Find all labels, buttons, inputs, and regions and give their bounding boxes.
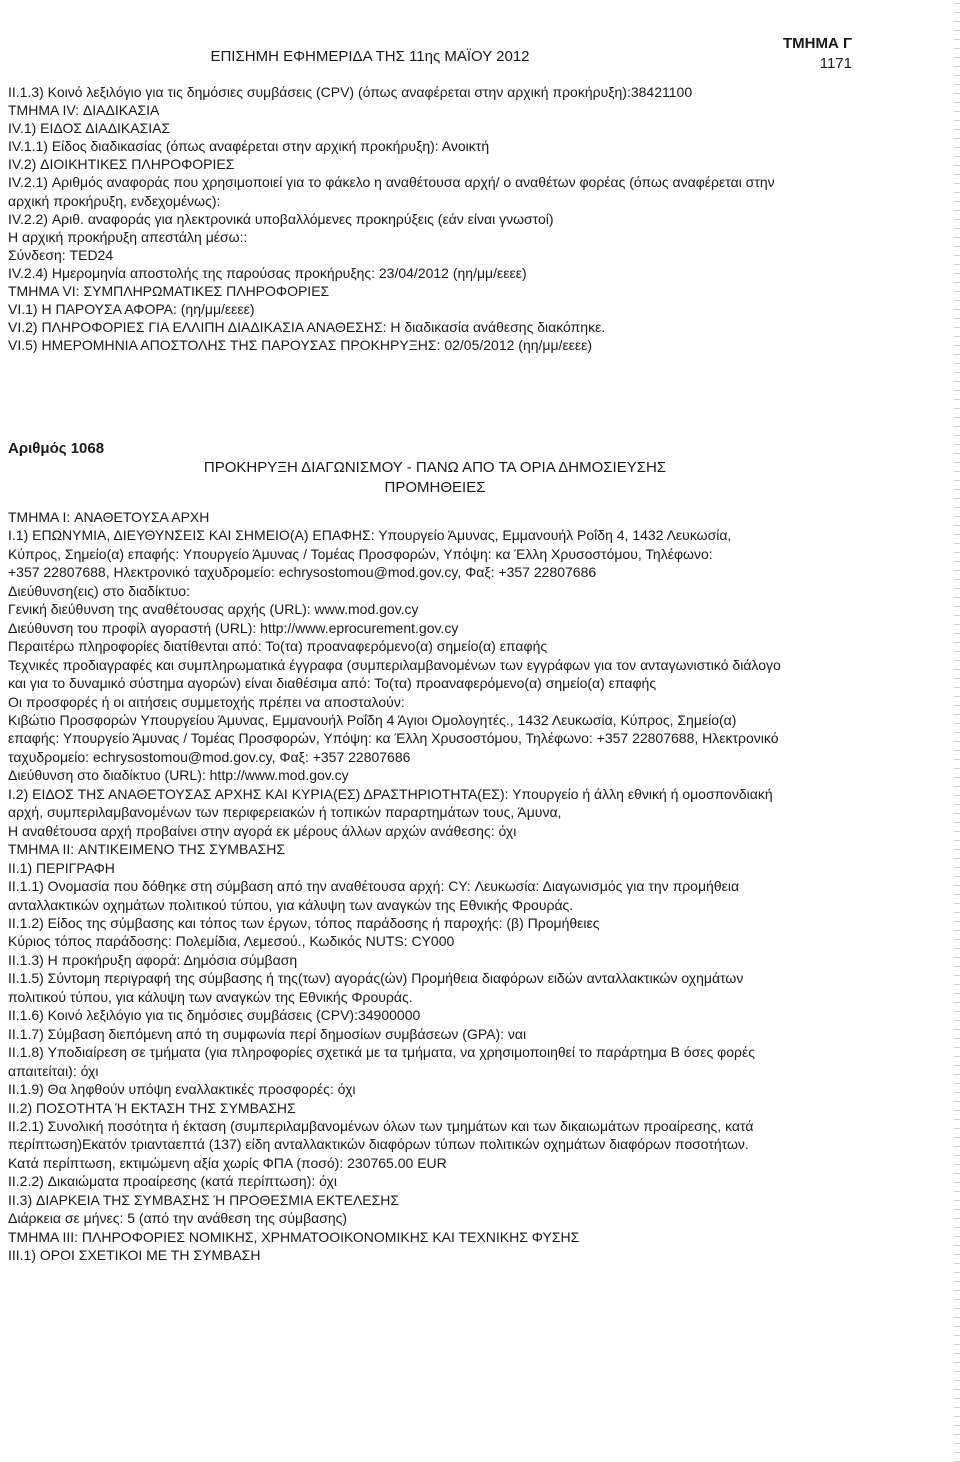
- text-line: ταχυδρομείο: echrysostomou@mod.gov.cy, Φαξ: +357 22807686: [8, 748, 411, 765]
- text-line: II.1.3) Κοινό λεξιλόγιο για τις δημόσιες συμβάσεις (CPV) (όπως αναφέρεται στην αρχική προκήρυξη):38421100: [8, 84, 693, 100]
- text-line: ΤΜΗΜΑ I: ΑΝΑΘΕΤΟΥΣΑ ΑΡΧΗ: [8, 509, 210, 525]
- text-line: IV.2.2) Αριθ. αναφοράς για ηλεκτρονικά υποβαλλόμενες προκηρύξεις (εάν είναι γνωστοί): [8, 210, 554, 227]
- text-line: αρχή, συμπεριλαμβανομένων των περιφερειακών ή τοπικών παραρτημάτων τους, Άμυνα,: [8, 804, 562, 821]
- text-line: IV.1.1) Είδος διαδικασίας (όπως αναφέρεται στην αρχική προκήρυξη): Ανοικτή: [8, 138, 490, 155]
- text-line: I.1) ΕΠΩΝΥΜΙΑ, ΔΙΕΥΘΥΝΣΕΙΣ ΚΑΙ ΣΗΜΕΙΟ(Α) ΕΠΑΦΗΣ: Υπουργείο Άμυνας, Εμμανουήλ Ροΐδη 4, 1432 Λευκωσία,: [8, 527, 732, 544]
- text-line: VI.2) ΠΛΗΡΟΦΟΡΙΕΣ ΓΙΑ ΕΛΛΙΠΗ ΔΙΑΔΙΚΑΣΙΑ ΑΝΑΘΕΣΗΣ: Η διαδικασία ανάθεσης διακόπηκε.: [8, 319, 606, 336]
- text-line: Περαιτέρω πληροφορίες διατίθενται από: Το(τα) προαναφερόμενο(α) σημείο(α) επαφής: [8, 638, 548, 655]
- text-line: Τεχνικές προδιαγραφές και συμπληρωματικά έγγραφα (συμπεριλαμβανομένων των εγγράφων για τον ανταγωνιστικό διάλογο: [8, 656, 781, 673]
- text-line: II.1.6) Κοινό λεξιλόγιο για τις δημόσιες συμβάσεις (CPV):34900000: [8, 1007, 421, 1024]
- text-line: ΤΜΗΜΑ III: ΠΛΗΡΟΦΟΡΙΕΣ ΝΟΜΙΚΗΣ, ΧΡΗΜΑΤΟΟΙΚΟΝΟΜΙΚΗΣ ΚΑΙ ΤΕΧΝΙΚΗΣ ΦΥΣΗΣ: [8, 1228, 580, 1245]
- notice-title-line: ΠΡΟΜΗΘΕΙΕΣ: [384, 479, 486, 496]
- text-line: II.3) ΔΙΑΡΚΕΙΑ ΤΗΣ ΣΥΜΒΑΣΗΣ Ή ΠΡΟΘΕΣΜΙΑ ΕΚΤΕΛΕΣΗΣ: [8, 1191, 400, 1208]
- newspaper-header: ΕΠΙΣΗΜΗ ΕΦΗΜΕΡΙΔΑ ΤΗΣ 11ης ΜΑΪΟΥ 2012: [210, 48, 530, 65]
- scan-edge-artifact: [954, 0, 960, 1462]
- text-line: IV.2.1) Αριθμός αναφοράς που χρησιμοποιεί για το φάκελο η αναθέτουσα αρχή/ ο αναθέτων φορέας (όπως αναφέρεται στην: [8, 174, 775, 191]
- text-line: Σύνδεση: TED24: [8, 246, 114, 263]
- notice-number: Αριθμός 1068: [8, 440, 105, 457]
- text-line: II.2) ΠΟΣΟΤΗΤΑ Ή ΕΚΤΑΣΗ ΤΗΣ ΣΥΜΒΑΣΗΣ: [8, 1099, 296, 1116]
- text-line: Κατά περίπτωση, εκτιμώμενη αξία χωρίς ΦΠΑ (ποσό): 230765.00 EUR: [8, 1154, 447, 1171]
- page-header-right: [783, 34, 852, 74]
- text-line: II.2.1) Συνολική ποσότητα ή έκταση (συμπεριλαμβανομένων όλων των τμημάτων και των δικαιωμάτων προαίρεσης, κατά: [8, 1117, 754, 1134]
- text-line: Γενική διεύθυνση της αναθέτουσας αρχής (URL): www.mod.gov.cy: [8, 601, 419, 618]
- text-line: IV.2.4) Ημερομηνία αποστολής της παρούσας προκήρυξης: 23/04/2012 (ηη/μμ/εεεε): [8, 264, 527, 281]
- text-line: Η αναθέτουσα αρχή προβαίνει στην αγορά εκ μέρους άλλων αρχών ανάθεσης: όχι: [8, 822, 517, 839]
- previous-notice-tail: [8, 83, 854, 354]
- text-line: ανταλλακτικών οχημάτων πολιτικού τύπου, για κάλυψη των αναγκών της Εθνικής Φρουράς.: [8, 896, 574, 913]
- text-line: VI.5) ΗΜΕΡΟΜΗΝΙΑ ΑΠΟΣΤΟΛΗΣ ΤΗΣ ΠΑΡΟΥΣΑΣ ΠΡΟΚΗΡΥΞΗΣ: 02/05/2012 (ηη/μμ/εεεε): [8, 337, 593, 354]
- text-line: περίπτωση)Εκατόν τριανταεπτά (137) είδη ανταλλακτικών διαφόρων τύπων πολιτικών οχημάτων διαφόρων ποσοτήτων.: [8, 1136, 749, 1153]
- text-line: II.1) ΠΕΡΙΓΡΑΦΗ: [8, 859, 115, 876]
- text-line: ΤΜΗΜΑ VI: ΣΥΜΠΛΗΡΩΜΑΤΙΚΕΣ ΠΛΗΡΟΦΟΡΙΕΣ: [8, 283, 330, 300]
- text-line: III.1) ΟΡΟΙ ΣΧΕΤΙΚΟΙ ΜΕ ΤΗ ΣΥΜΒΑΣΗ: [8, 1247, 261, 1264]
- text-line: II.1.9) Θα ληφθούν υπόψη εναλλακτικές προσφορές: όχι: [8, 1081, 356, 1098]
- text-line: ΤΜΗΜΑ IV: ΔΙΑΔΙΚΑΣΙΑ: [8, 102, 160, 119]
- page-number: 1171: [819, 55, 852, 72]
- text-line: Κύριος τόπος παράδοσης: Πολεμίδια, Λεμεσού., Κωδικός NUTS: CY000: [8, 933, 455, 950]
- text-line: Διεύθυνση(εις) στο διαδίκτυο:: [8, 582, 190, 599]
- text-line: απαιτείται): όχι: [8, 1062, 99, 1079]
- text-line: Διεύθυνση στο διαδίκτυο (URL): http://www.mod.gov.cy: [8, 767, 349, 784]
- text-line: Η αρχική προκήρυξη απεστάλη μέσω::: [8, 228, 248, 245]
- text-line: II.1.3) Η προκήρυξη αφορά: Δημόσια σύμβαση: [8, 951, 298, 968]
- text-line: Κιβώτιο Προσφορών Υπουργείου Άμυνας, Εμμανουήλ Ροΐδη 4 Άγιοι Ομολογητές., 1432 Λευκωσία, Κύπρος, Σημείο(α): [8, 711, 737, 728]
- notice-title-line: ΠΡΟΚΗΡΥΞΗ ΔΙΑΓΩΝΙΣΜΟΥ - ΠΑΝΩ ΑΠΟ ΤΑ ΟΡΙΑ ΔΗΜΟΣΙΕΥΣΗΣ: [203, 459, 667, 476]
- text-line: Διάρκεια σε μήνες: 5 (από την ανάθεση της σύμβασης): [8, 1210, 348, 1227]
- text-line: II.1.1) Ονομασία που δόθηκε στη σύμβαση από την αναθέτουσα αρχή: CY: Λευκωσία: Διαγωνισμός για την προμήθεια: [8, 878, 740, 895]
- text-line: II.1.8) Υποδιαίρεση σε τμήματα (για πληροφορίες σχετικά με τα τμήματα, να χρησιμοποιηθεί το παράρτημα Β όσες φορές: [8, 1044, 755, 1061]
- text-line: II.1.2) Είδος της σύμβασης και τόπος των έργων, τόπος παράδοσης ή παροχής: (β) Προμήθειες: [8, 914, 600, 931]
- text-line: Διεύθυνση του προφίλ αγοραστή (URL): http://www.eprocurement.gov.cy: [8, 619, 459, 636]
- text-line: αρχική προκήρυξη, ενδεχομένως):: [8, 192, 221, 209]
- text-line: VI.1) Η ΠΑΡΟΥΣΑ ΑΦΟΡΑ: (ηη/μμ/εεεε): [8, 301, 255, 318]
- text-line: επαφής: Υπουργείο Άμυνας / Τομέας Προσφορών, Υπόψη: κα Έλλη Χρυσοστόμου, Τηλέφωνο: +357 22807688, Ηλεκτρονικό: [8, 730, 779, 747]
- text-line: +357 22807688, Ηλεκτρονικό ταχυδρομείο: echrysostomou@mod.gov.cy, Φαξ: +357 22807686: [8, 564, 597, 581]
- text-line: II.1.5) Σύντομη περιγραφή της σύμβασης ή της(των) αγοράς(ών) Προμήθεια διαφόρων ειδών ανταλλακτικών οχημάτων: [8, 970, 744, 987]
- section-label: ΤΜΗΜΑ Γ: [782, 35, 852, 52]
- text-line: ΤΜΗΜΑ II: ΑΝΤΙΚΕΙΜΕΝΟ ΤΗΣ ΣΥΜΒΑΣΗΣ: [8, 841, 286, 858]
- notice-title: [0, 458, 870, 498]
- text-line: IV.2) ΔΙΟΙΚΗΤΙΚΕΣ ΠΛΗΡΟΦΟΡΙΕΣ: [8, 156, 235, 173]
- text-line: II.1.7) Σύμβαση διεπόμενη από τη συμφωνία περί δημοσίων συμβάσεων (GPA): ναι: [8, 1025, 527, 1042]
- text-line: IV.1) ΕΙΔΟΣ ΔΙΑΔΙΚΑΣΙΑΣ: [8, 120, 171, 137]
- text-line: I.2) ΕΙΔΟΣ ΤΗΣ ΑΝΑΘΕΤΟΥΣΑΣ ΑΡΧΗΣ ΚΑΙ ΚΥΡΙΑ(ΕΣ) ΔΡΑΣΤΗΡΙΟΤΗΤΑ(ΕΣ): Υπουργείο ή άλλη εθνική ή ομοσπονδιακή: [8, 785, 773, 802]
- text-line: Οι προσφορές ή οι αιτήσεις συμμετοχής πρέπει να αποσταλούν:: [8, 693, 405, 710]
- text-line: Κύπρος, Σημείο(α) επαφής: Υπουργείο Άμυνας / Τομέας Προσφορών, Υπόψη: κα Έλλη Χρυσοστόμου, Τηλέφωνο:: [8, 545, 713, 562]
- text-line: II.2.2) Δικαιώματα προαίρεσης (κατά περίπτωση): όχι: [8, 1173, 337, 1190]
- text-line: πολιτικού τύπου, για κάλυψη των αναγκών της Εθνικής Φρουράς.: [8, 988, 413, 1005]
- text-line: και για το δυναμικό σύστημα αγορών) είναι διαθέσιμα από: Το(τα) προαναφερόμενο(α) σημείο(α) επαφής: [8, 675, 657, 692]
- notice-body: [8, 508, 854, 1265]
